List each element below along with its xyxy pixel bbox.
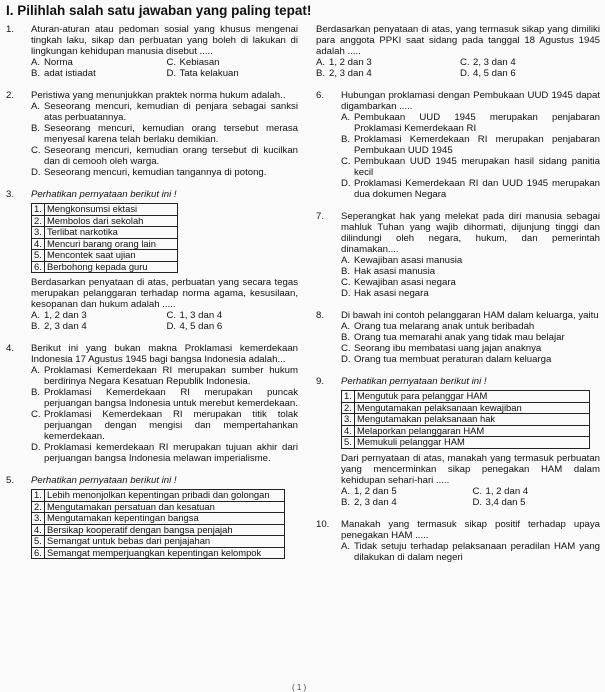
question-text: Manakah yang termasuk sikap positif terhadap upaya penegakan HAM .....: [341, 518, 600, 541]
question-2: [6, 90, 298, 178]
table-row: 1. Lebih menonjolkan kepentingan pribadi dan golongan: [32, 490, 285, 502]
option-c[interactable]: C. 2, 3 dan 4: [460, 57, 516, 68]
question-5: [6, 475, 298, 559]
left-column: [6, 24, 298, 570]
option-c[interactable]: C. 1, 3 dan 4: [166, 310, 223, 321]
option-a[interactable]: A. Tidak setuju terhadap pelaksanaan peradilan HAM yang dilakukan di dalam negeri: [341, 540, 600, 563]
question-5-continued: [316, 24, 600, 79]
question-number: 10.: [316, 518, 330, 530]
question-followup: Berdasarkan penyataan di atas, perbuatan yang secara tegas merupakan pelanggaran terhadap norma agama, kesusilaan, kesopanan dan hukum adalah .....: [31, 277, 298, 310]
question-text: Seperangkat hak yang melekat pada diri manusia sebagai mahluk Tuhan yang wajib dihormati, dijunjung tinggi dan dilindungi oleh negara, hukum, dan pemerintah dinamakan....: [341, 211, 600, 255]
option-d[interactable]: D. Proklamasi kemerdekaan RI merupakan tujuan akhir dari perjuangan bangsa Indonesia melawan imperialisme.: [31, 442, 298, 464]
option-a[interactable]: A. 1, 2 dan 3: [31, 310, 87, 321]
option-c[interactable]: C. Proklamasi Kemerdekaan RI merupakan titik tolak perjuangan dengan mengisi dan mempertahankan kemerdekaan.: [31, 409, 298, 442]
option-a[interactable]: A. 1, 2 dan 3: [316, 57, 372, 68]
question-4: [6, 343, 298, 464]
table-row: 1. Mengutuk para pelanggar HAM: [342, 391, 590, 403]
table-row: 5. Mencontek saat ujian: [32, 250, 178, 262]
question-number: 4.: [6, 343, 15, 354]
statement-table: [31, 203, 178, 273]
question-text: Berdasarkan penyataan di atas, yang termasuk sikap yang dimiliki para anggota PPKI saat sidang pada tanggal 18 Agustus 1945 adalah .....: [316, 24, 600, 57]
question-number: 2.: [6, 90, 15, 101]
question-number: 8.: [316, 310, 325, 321]
question-number: 3.: [6, 189, 15, 200]
table-row: 5. Semangat untuk bebas dari penjajahan: [32, 536, 285, 548]
option-d[interactable]: D. 3,4 dan 5: [472, 496, 526, 508]
table-row: 6. Semangat memperjuangkan kepentingan kelompok: [32, 547, 285, 559]
option-b[interactable]: B. Orang tua memarahi anak yang tidak mau belajar: [341, 332, 565, 343]
option-d[interactable]: D. Tata kelakuan: [166, 68, 239, 79]
question-text: Peristiwa yang menunjukkan praktek norma hukum adalah..: [31, 90, 286, 101]
option-b[interactable]: B. Hak asasi manusia: [341, 266, 436, 277]
table-row: 3. Terlibat narkotika: [32, 227, 178, 239]
option-c[interactable]: C. Kebiasan: [166, 57, 220, 68]
question-3: [6, 189, 298, 332]
option-a[interactable]: A. Kewajiban asasi manusia: [341, 255, 463, 266]
question-7: [316, 211, 600, 299]
table-row: 3. Mengutamakan kepentingan bangsa: [32, 513, 285, 525]
option-b[interactable]: B. adat istiadat: [31, 68, 96, 79]
option-b[interactable]: B. 2, 3 dan 4: [31, 321, 87, 332]
option-c[interactable]: C. Kewajiban asasi negara: [341, 277, 456, 288]
question-text: Di bawah ini contoh pelanggaran HAM dalam keluarga, yaitu: [341, 310, 599, 321]
statement-table: [341, 390, 590, 449]
table-row: 2. Mengutamakan persatuan dan kesatuan: [32, 501, 285, 513]
table-row: 3. Mengutamakan pelaksanaan hak: [342, 414, 590, 426]
question-8: [316, 310, 600, 365]
question-6: [316, 90, 600, 200]
option-b[interactable]: B. Proklamasi Kemerdekaan RI merupakan penjabaran Pembukaan UUD 1945: [341, 134, 600, 156]
option-c[interactable]: C. Seorang ibu membatasi uang jajan anaknya: [341, 343, 542, 354]
question-text: Berikut ini yang bukan makna Proklamasi kemerdekaan Indonesia 17 Agustus 1945 bagi bangsa Indonesia adalah...: [31, 343, 298, 365]
option-c[interactable]: C. Seseorang mencuri, kemudian orang tersebut di kucilkan dan di cemooh oleh warga.: [31, 145, 298, 167]
option-b[interactable]: B. Seseorang mencuri, kemudian orang tersebut merasa menyesal karena telah berlaku demikian.: [31, 123, 298, 145]
question-number: 6.: [316, 90, 325, 101]
option-d[interactable]: D. Seseorang mencuri, kemudian tangannya di potong.: [31, 167, 267, 178]
table-row: 1. Mengkonsumsi ektasi: [32, 204, 178, 216]
option-d[interactable]: D. Hak asasi negara: [341, 288, 429, 299]
table-row: 4. Bersikap kooperatif dengan bangsa penjajah: [32, 524, 285, 536]
table-row: 2. Mengutamakan pelaksanaan kewajiban: [342, 402, 590, 414]
statement-table: [31, 489, 285, 559]
question-text: Hubungan proklamasi dengan Pembukaan UUD 1945 dapat digambarkan .....: [341, 90, 600, 112]
option-a[interactable]: A. 1, 2 dan 5: [341, 485, 397, 497]
option-a[interactable]: A. Norma: [31, 57, 73, 68]
option-b[interactable]: B. 2, 3 dan 4: [316, 68, 372, 79]
table-row: 4. Melaporkan pelanggaran HAM: [342, 425, 590, 437]
option-c[interactable]: C. 1, 2 dan 4: [472, 485, 529, 497]
question-10: [316, 519, 600, 563]
question-9: [316, 376, 600, 508]
option-d[interactable]: D. 4, 5 dan 6: [166, 321, 223, 332]
option-d[interactable]: D. Orang tua membuat peraturan dalam keluarga: [341, 354, 552, 365]
question-1: [6, 24, 298, 79]
option-a[interactable]: A. Orang tua melarang anak untuk beribadah: [341, 321, 535, 332]
option-a[interactable]: A. Pembukaan UUD 1945 merupakan penjabaran Proklamasi Kemerdekaan RI: [341, 112, 600, 134]
option-b[interactable]: B. Proklamasi Kemerdekaan RI merupakan puncak perjuangan bangsa Indonesia untuk merebut kemerdekaan.: [31, 387, 298, 409]
question-text: Perhatikan pernyataan berikut ini !: [341, 376, 487, 387]
option-d[interactable]: D. Proklamasi Kemerdekaan RI dan UUD 1945 merupakan dua dokumen Negara: [341, 178, 600, 200]
section-heading: I. Pilihlah salah satu jawaban yang paling tepat!: [6, 3, 312, 18]
question-text: Perhatikan pernyataan berikut ini !: [31, 189, 177, 200]
right-column: [316, 24, 600, 574]
page-number: ( 1 ): [292, 683, 307, 692]
table-row: 6. Berbohong kepada guru: [32, 261, 178, 273]
question-text: Perhatikan pernyataan berikut ini !: [31, 475, 177, 486]
question-number: 5.: [6, 475, 15, 486]
option-b[interactable]: B. 2, 3 dan 4: [341, 496, 397, 508]
question-number: 1.: [6, 24, 15, 35]
table-row: 4. Mencuri barang orang lain: [32, 238, 178, 250]
question-number: 7.: [316, 211, 325, 222]
option-c[interactable]: C. Pembukaan UUD 1945 merupakan hasil sidang panitia kecil: [341, 156, 600, 178]
table-row: 2. Membolos dari sekolah: [32, 215, 178, 227]
option-a[interactable]: A. Proklamasi Kemerdekaan RI merupakan sumber hukum berdirinya Negara Kesatuan Republik Indonesia.: [31, 365, 298, 387]
question-followup: Dari pernyataan di atas, manakah yang termasuk perbuatan yang mencerminkan sikap penegakan HAM dalam kehidupan sehari-hari .....: [341, 452, 600, 486]
table-row: 5. Memukuli pelanggar HAM: [342, 437, 590, 449]
question-number: 9.: [316, 376, 325, 387]
question-text: Aturan-aturan atau pedoman sosial yang khusus mengenai tingkah laku, sikap dan perbuatan yang boleh di lakukan di lingkungan kehidupan manusia disebut .....: [31, 24, 298, 57]
option-d[interactable]: D. 4, 5 dan 6: [460, 68, 516, 79]
option-a[interactable]: A. Seseorang mencuri, kemudian di penjara sebagai sanksi atas perbuatannya.: [31, 101, 298, 123]
